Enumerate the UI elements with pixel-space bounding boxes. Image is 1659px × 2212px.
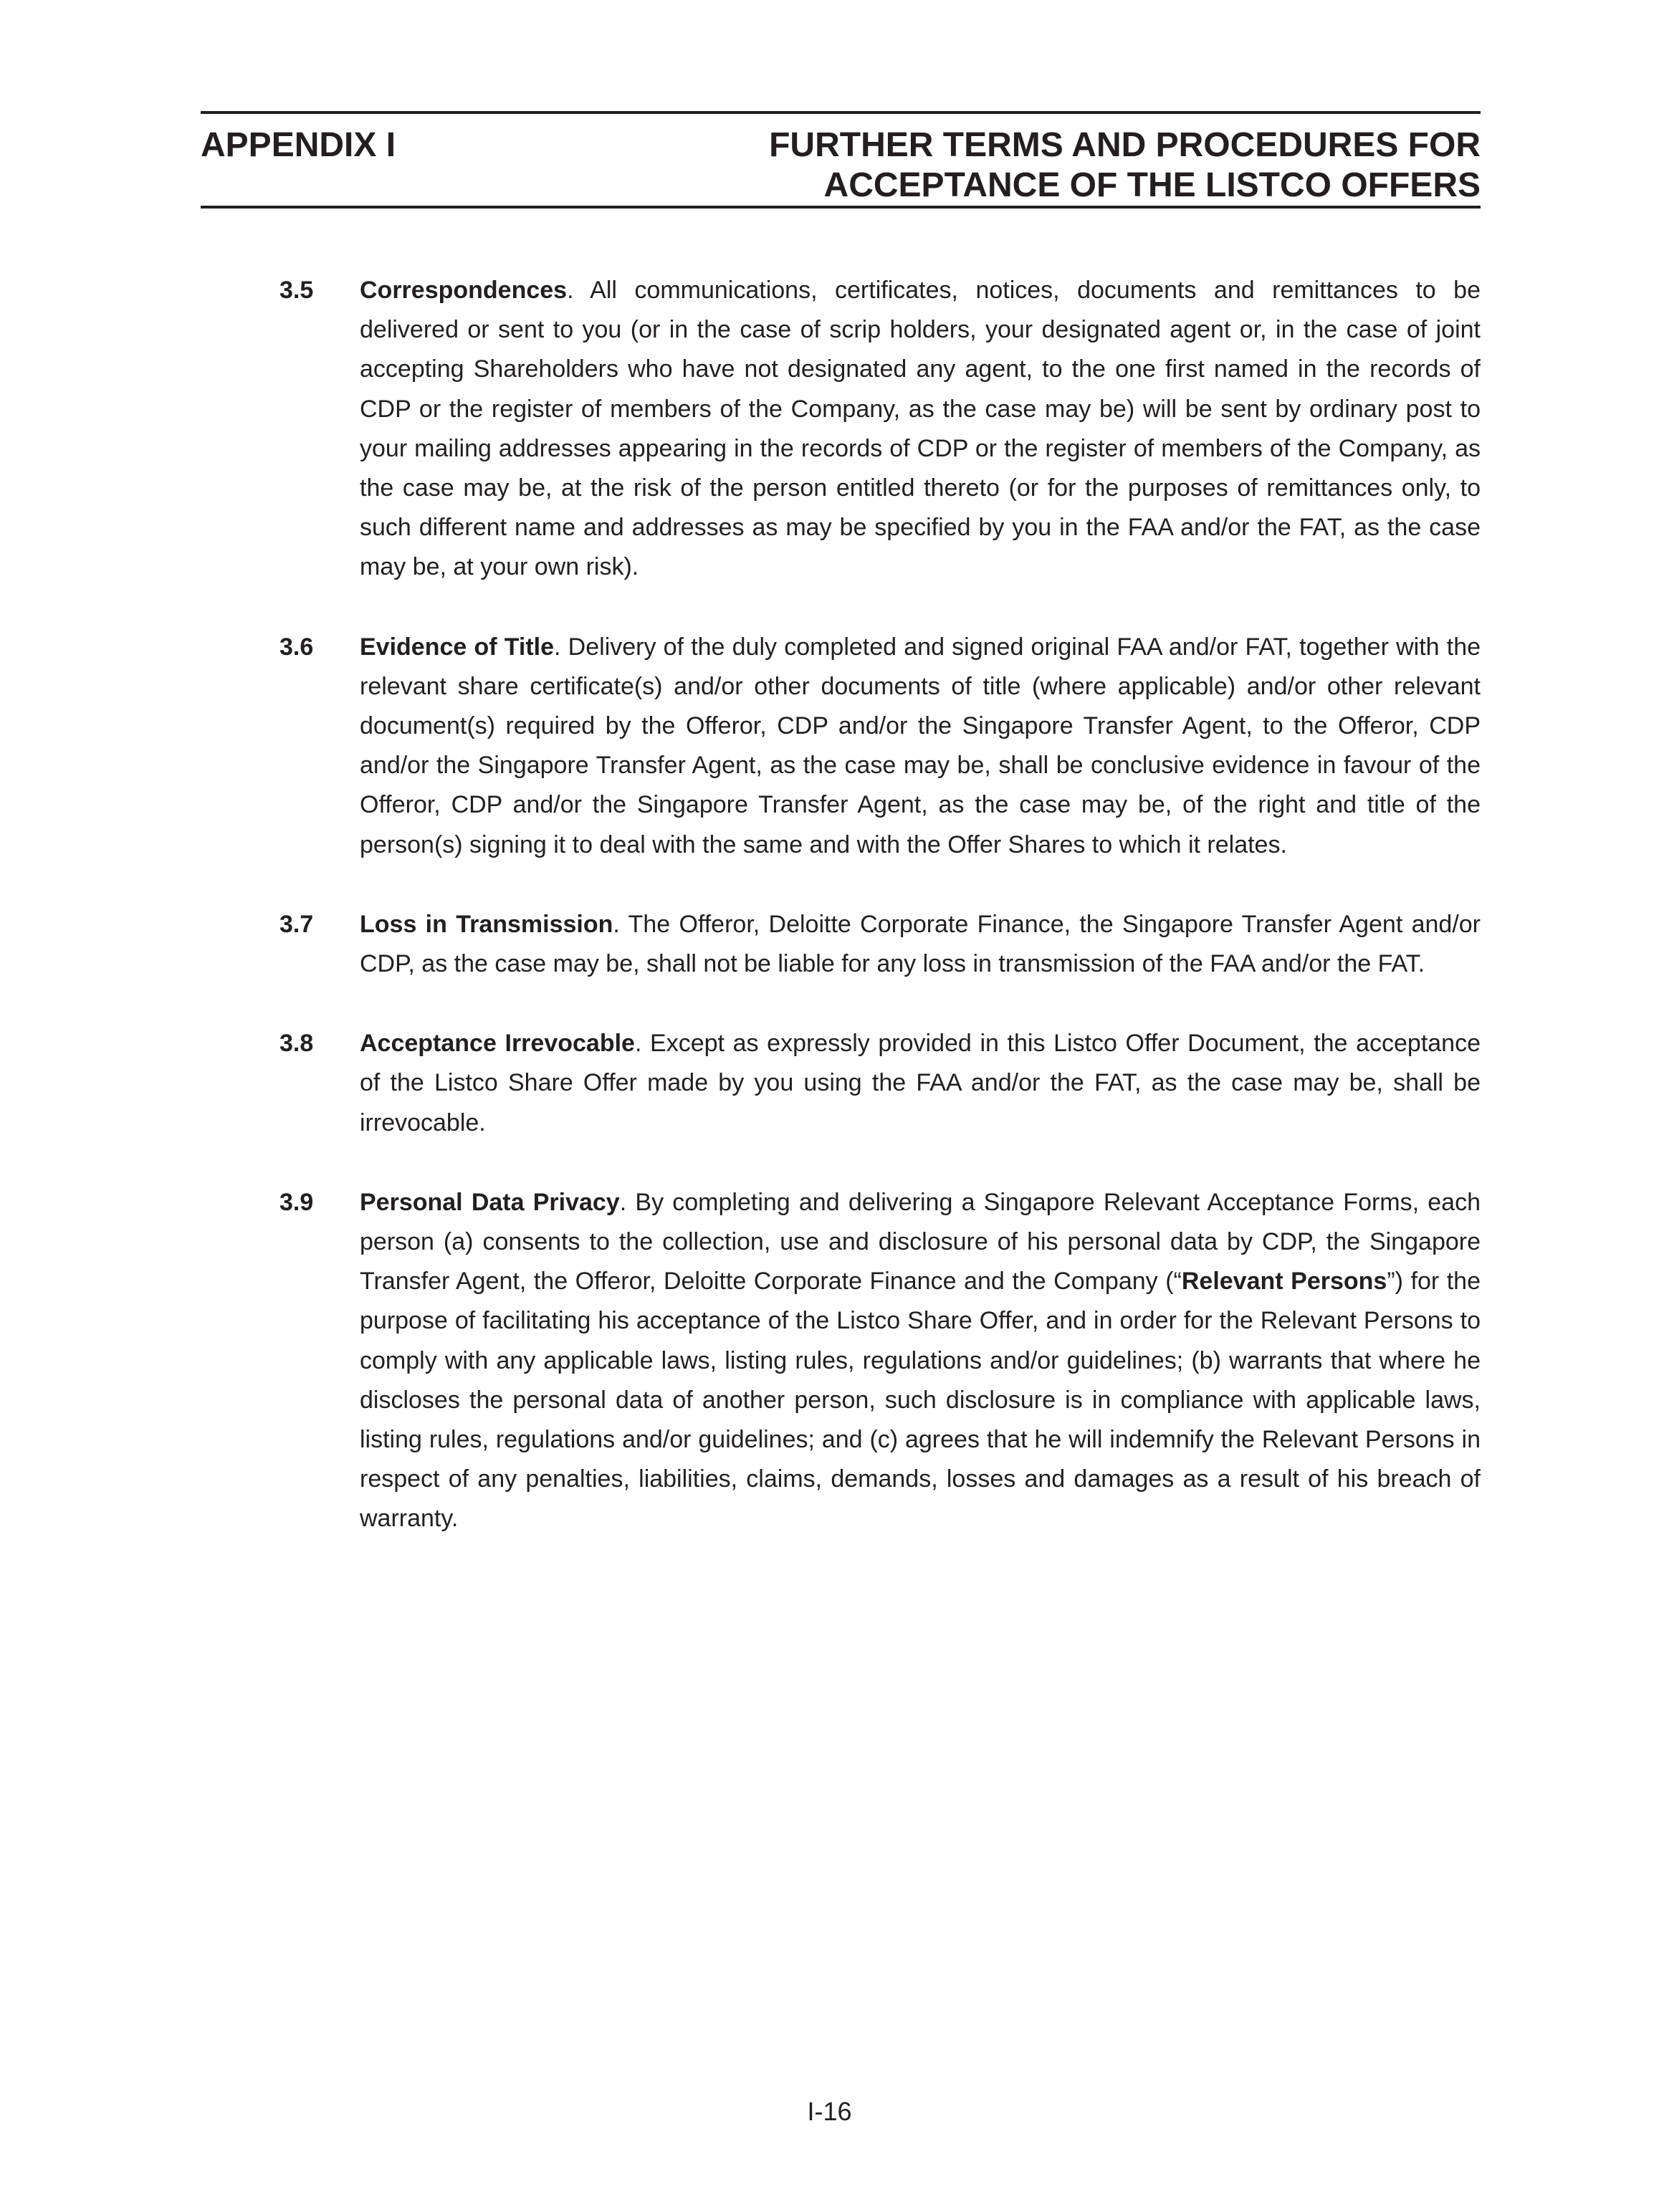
appendix-title-line-2: ACCEPTANCE OF THE LISTCO OFFERS [823,166,1481,204]
section-paragraph [360,905,1481,984]
section-paragraph [360,271,1481,588]
section-paragraph [360,1024,1481,1143]
section-paragraph [360,628,1481,865]
section-number: 3.9 [279,1188,314,1216]
section-title: Correspondences [360,277,568,304]
page-header [201,111,1481,209]
section-text-after: ”) for the purpose of facilitating his acceptance of the Listco Share Offer, and in order for the Relevant Persons to comply with any applicable laws, listing rules, regulations and/or guidelines; (b) warrants that where he discloses the personal data of another person, such disclosure is in compliance with applicable laws, listing rules, regulations and/or guidelines; and (c) agrees that he will indemnify the Relevant Persons in respect of any penalties, liabilities, claims, demands, losses and damages as a result of his breach of warranty. [360,1268,1481,1533]
section-number: 3.8 [279,1030,314,1058]
page-number: I-16 [807,2097,852,2126]
section-3-9 [279,1183,1481,1539]
section-text: . Delivery of the duly completed and signed original FAA and/or FAT, together with the relevant share certificate(s) and/or other documents of title (where applicable) and/or other relevant document(s) required by the Offeror, CDP and/or the Singapore Transfer Agent, to the Offeror, CDP and/or the Singapore Transfer Agent, as the case may be, shall be conclusive evidence in favour of the Offeror, CDP and/or the Singapore Transfer Agent, as the case may be, of the right and title of the person(s) signing it to deal with the same and with the Offer Shares to which it relates. [360,633,1481,858]
section-title: Evidence of Title [360,633,555,661]
section-text: . Except as expressly provided in this Listco Offer Document, the acceptance of the Listco Share Offer made by you using the FAA and/or the FAT, as the case may be, shall be irrevocable. [360,1030,1481,1136]
section-paragraph [360,1183,1481,1539]
document-body [279,271,1481,1579]
section-title: Personal Data Privacy [360,1188,620,1216]
section-text: . The Offeror, Deloitte Corporate Finance, the Singapore Transfer Agent and/or CDP, as the case may be, shall not be liable for any loss in transmission of the FAA and/or the FAT. [360,910,1481,978]
section-number: 3.6 [279,633,314,661]
section-text: . All communications, certificates, notices, documents and remittances to be delivered or sent to you (or in the case of scrip holders, your designated agent or, in the case of joint accepting Shareholders who have not designated any agent, to the one first named in the records of CDP or the register of members of the Company, as the case may be) will be sent by ordinary post to your mailing addresses appearing in the records of CDP or the register of members of the Company, as the case may be, at the risk of the person entitled thereto (or for the purposes of remittances only, to such different name and addresses as may be specified by you in the FAA and/or the FAT, as the case may be, at your own risk). [360,277,1481,581]
section-3-8 [279,1024,1481,1143]
defined-term: Relevant Persons [1181,1268,1387,1296]
section-3-7 [279,905,1481,984]
section-number: 3.5 [279,277,314,304]
section-text-before: . By completing and delivering a Singapore Relevant Acceptance Forms, each person (a) consents to the collection, use and disclosure of his personal data by CDP, the Singapore Transfer Agent, the Offeror, Deloitte Corporate Finance and the Company (“ [360,1188,1481,1296]
section-title: Loss in Transmission [360,910,613,938]
appendix-label: APPENDIX I [201,126,396,164]
appendix-title [769,125,1481,206]
section-3-6 [279,628,1481,865]
section-title: Acceptance Irrevocable [360,1030,635,1058]
section-3-5 [279,271,1481,588]
section-number: 3.7 [279,910,314,938]
appendix-title-line-1: FURTHER TERMS AND PROCEDURES FOR [769,126,1481,164]
